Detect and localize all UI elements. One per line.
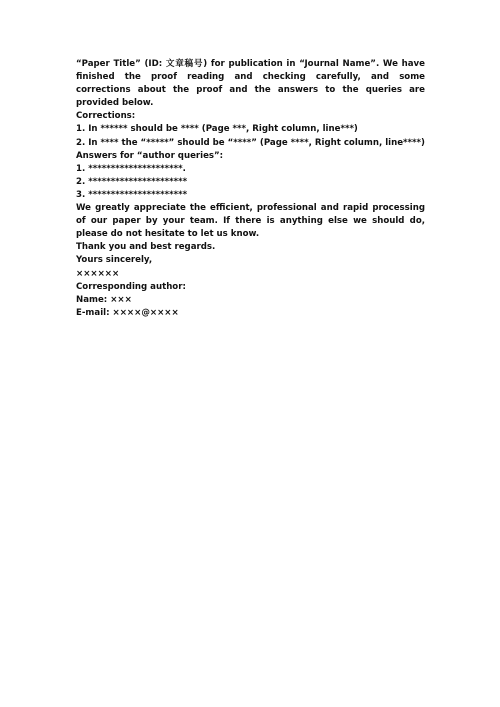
corrections-heading: Corrections: <box>76 111 136 122</box>
query-answer-3: 3. ********************** <box>76 189 188 200</box>
intro-paragraph: “Paper Title” (ID: 文章稿号) for publication in “Journal Name”. We have finished the proof reading and checking carefully, and some corrections about the proof and the answers to the queries are provided below. <box>76 59 425 109</box>
queries-heading: Answers for “author queries”: <box>76 150 224 161</box>
thanks-line: Thank you and best regards. <box>76 242 216 253</box>
correction-item-1: 1. In ****** should be **** (Page ***, Right column, line***) <box>76 124 358 135</box>
correction-item-2: 2. In **** the “*****” should be “****” (Page ****, Right column, line****) <box>76 137 425 148</box>
query-answer-1: 1. *********************. <box>76 163 186 174</box>
appreciation-paragraph: We greatly appreciate the efficient, professional and rapid processing of our paper by your team. If there is anything else we should do, please do not hesitate to let us know. <box>76 203 425 240</box>
query-answer-2: 2. ********************** <box>76 176 188 187</box>
signature-line: ×××××× <box>76 268 120 279</box>
letter-body <box>76 58 425 320</box>
author-name-line: Name: ××× <box>76 294 132 305</box>
author-email-line: E-mail: ××××@×××× <box>76 307 179 318</box>
corresponding-author-label: Corresponding author: <box>76 281 186 292</box>
closing-line: Yours sincerely, <box>76 255 153 266</box>
